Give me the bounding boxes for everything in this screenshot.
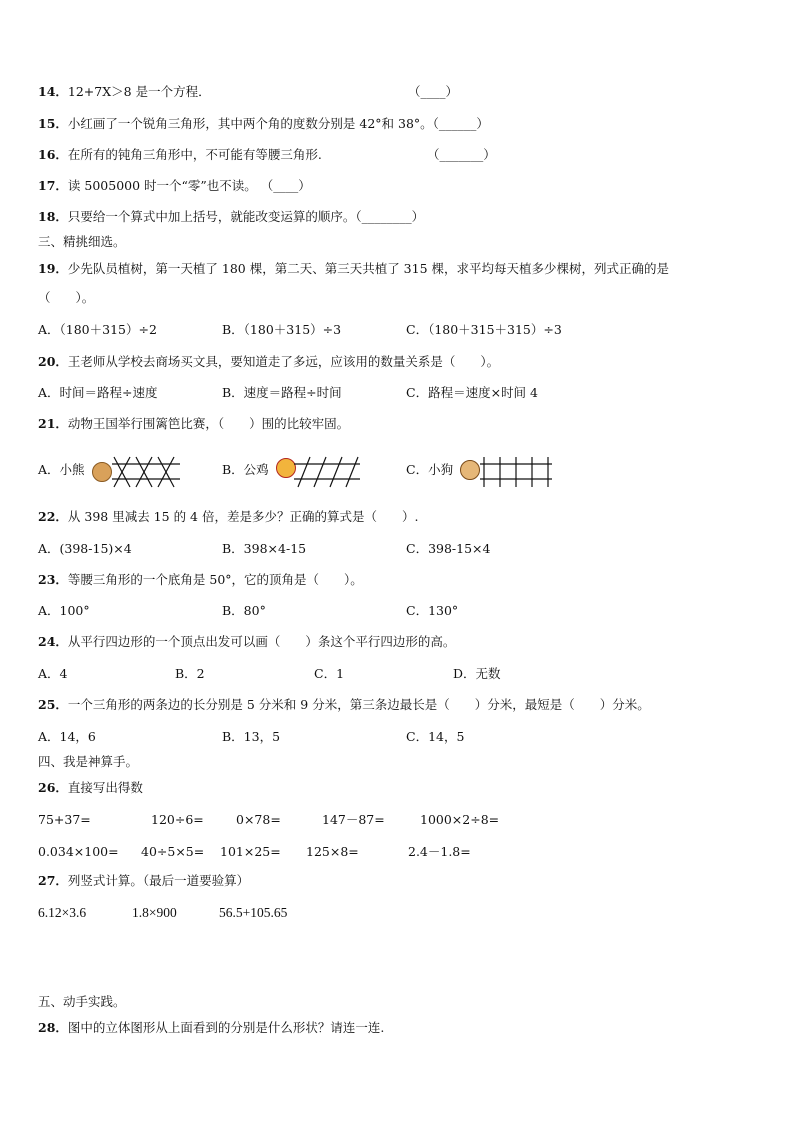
rooster-icon: [276, 458, 296, 478]
question-number: 23．: [38, 572, 68, 587]
calc-expression: 125×8=: [306, 844, 359, 859]
calc-expression: 0×78=: [236, 812, 281, 827]
fence-slant-diagram: [294, 455, 360, 489]
question-number: 21．: [38, 416, 68, 431]
fence-cross-diagram: [112, 455, 180, 489]
option-c[interactable]: C．130°: [406, 603, 459, 618]
option-a[interactable]: A．小熊: [38, 462, 85, 477]
vertical-calc-expression: 1.8×900: [132, 905, 177, 920]
option-a[interactable]: A．14，6: [38, 729, 96, 744]
option-b[interactable]: B．速度＝路程÷时间: [222, 385, 342, 400]
question-23: [38, 572, 363, 588]
question-text: 图中的立体图形从上面看到的分别是什么形状？请连一连.: [67, 1020, 385, 1035]
calc-expression: 2.4－1.8=: [408, 844, 471, 859]
question-number: 16．: [38, 147, 68, 162]
vertical-calc-expression: 6.12×3.6: [38, 905, 87, 920]
question-text: 小红画了一个锐角三角形，其中两个角的度数分别是 42°和 38°。（______）: [67, 116, 489, 131]
option-c[interactable]: C．路程＝速度×时间 4: [406, 385, 538, 400]
question-22: [38, 509, 418, 525]
question-number: 25．: [38, 697, 68, 712]
question-14: [38, 84, 211, 100]
question-text: 列竖式计算。（最后一道要验算）: [67, 873, 250, 888]
question-16: [38, 147, 322, 163]
vertical-calc-expression: 56.5+105.65: [219, 905, 288, 920]
question-number: 17．: [38, 178, 68, 193]
question-number: 19．: [38, 261, 68, 276]
question-text: 读 5005000 时一个“零”也不读。 （____）: [67, 178, 311, 193]
calc-expression: 1000×2÷8=: [420, 812, 500, 827]
dog-icon: [460, 460, 480, 480]
calc-expression: 101×25=: [220, 844, 281, 859]
question-17: [38, 178, 311, 194]
question-text: 从 398 里减去 15 的 4 倍，差是多少？正确的算式是（ ）.: [67, 509, 419, 524]
question-25: [38, 697, 650, 713]
fence-grid-diagram: [480, 455, 552, 489]
option-a[interactable]: A．时间＝路程÷速度: [38, 385, 158, 400]
option-a[interactable]: A．（180＋315）÷2: [38, 322, 157, 337]
option-b[interactable]: B．（180＋315）÷3: [222, 322, 342, 337]
question-number: 18．: [38, 209, 68, 224]
section-heading: 五、动手实践。: [38, 994, 126, 1009]
option-a[interactable]: A．100°: [38, 603, 90, 618]
bear-icon: [92, 462, 112, 482]
answer-blank[interactable]: （_______）: [427, 147, 496, 162]
calc-expression: 147－87=: [322, 812, 385, 827]
calc-expression: 75+37=: [38, 812, 91, 827]
question-text: 从平行四边形的一个顶点出发可以画（ ）条这个平行四边形的高。: [67, 634, 456, 649]
question-27: [38, 873, 249, 889]
question-text: 等腰三角形的一个底角是 50°，它的顶角是（ ）。: [67, 572, 363, 587]
option-c[interactable]: C．（180＋315＋315）÷3: [406, 322, 562, 337]
question-number: 26．: [38, 780, 68, 795]
section-heading: 三、精挑细选。: [38, 234, 126, 249]
option-b[interactable]: B．2: [175, 666, 205, 681]
question-text: 只要给一个算式中加上括号，就能改变运算的顺序。（________）: [67, 209, 425, 224]
section-heading: 四、我是神算手。: [38, 754, 139, 769]
question-number: 24．: [38, 634, 68, 649]
option-c[interactable]: C．398-15×4: [406, 541, 491, 556]
option-b[interactable]: B．公鸡: [222, 462, 269, 477]
question-number: 14．: [38, 84, 68, 99]
calc-expression: 120÷6=: [151, 812, 204, 827]
question-28: [38, 1020, 384, 1036]
question-number: 20．: [38, 354, 68, 369]
question-19-continuation: （ ）。: [38, 290, 95, 305]
question-text: 12+7X＞8 是一个方程．: [67, 84, 211, 99]
question-20: [38, 354, 499, 370]
question-text: 一个三角形的两条边的长分别是 5 分米和 9 分米，第三条边最长是（ ）分米，最短是（ ）分米。: [67, 697, 650, 712]
question-19: [38, 261, 669, 277]
question-text: 动物王国举行围篱笆比赛，（ ）围的比较牢固。: [67, 416, 350, 431]
question-number: 22．: [38, 509, 68, 524]
question-text: 直接写出得数: [67, 780, 143, 795]
option-b[interactable]: B．398×4-15: [222, 541, 307, 556]
calc-expression: 40÷5×5=: [141, 844, 205, 859]
question-text: 在所有的钝角三角形中，不可能有等腰三角形.: [67, 147, 322, 162]
question-number: 15．: [38, 116, 68, 131]
question-number: 27．: [38, 873, 68, 888]
question-18: [38, 209, 424, 225]
question-text: 少先队员植树，第一天植了 180 棵，第二天、第三天共植了 315 棵，求平均每天植多少棵树，列式正确的是: [67, 261, 670, 276]
question-number: 28．: [38, 1020, 68, 1035]
option-b[interactable]: B．13，5: [222, 729, 281, 744]
calc-expression: 0.034×100=: [38, 844, 119, 859]
option-c[interactable]: C．14，5: [406, 729, 465, 744]
option-b[interactable]: B．80°: [222, 603, 266, 618]
option-a[interactable]: A．4: [38, 666, 68, 681]
question-21: [38, 416, 349, 432]
question-text: 王老师从学校去商场买文具，要知道走了多远，应该用的数量关系是（ ）。: [67, 354, 500, 369]
question-26: [38, 780, 143, 796]
question-15: [38, 116, 489, 132]
question-24: [38, 634, 455, 650]
option-c[interactable]: C．1: [314, 666, 345, 681]
option-a[interactable]: A．(398-15)×4: [38, 541, 132, 556]
option-d[interactable]: D．无数: [453, 666, 501, 681]
answer-blank[interactable]: （____）: [408, 84, 459, 99]
option-c[interactable]: C．小狗: [406, 462, 454, 477]
